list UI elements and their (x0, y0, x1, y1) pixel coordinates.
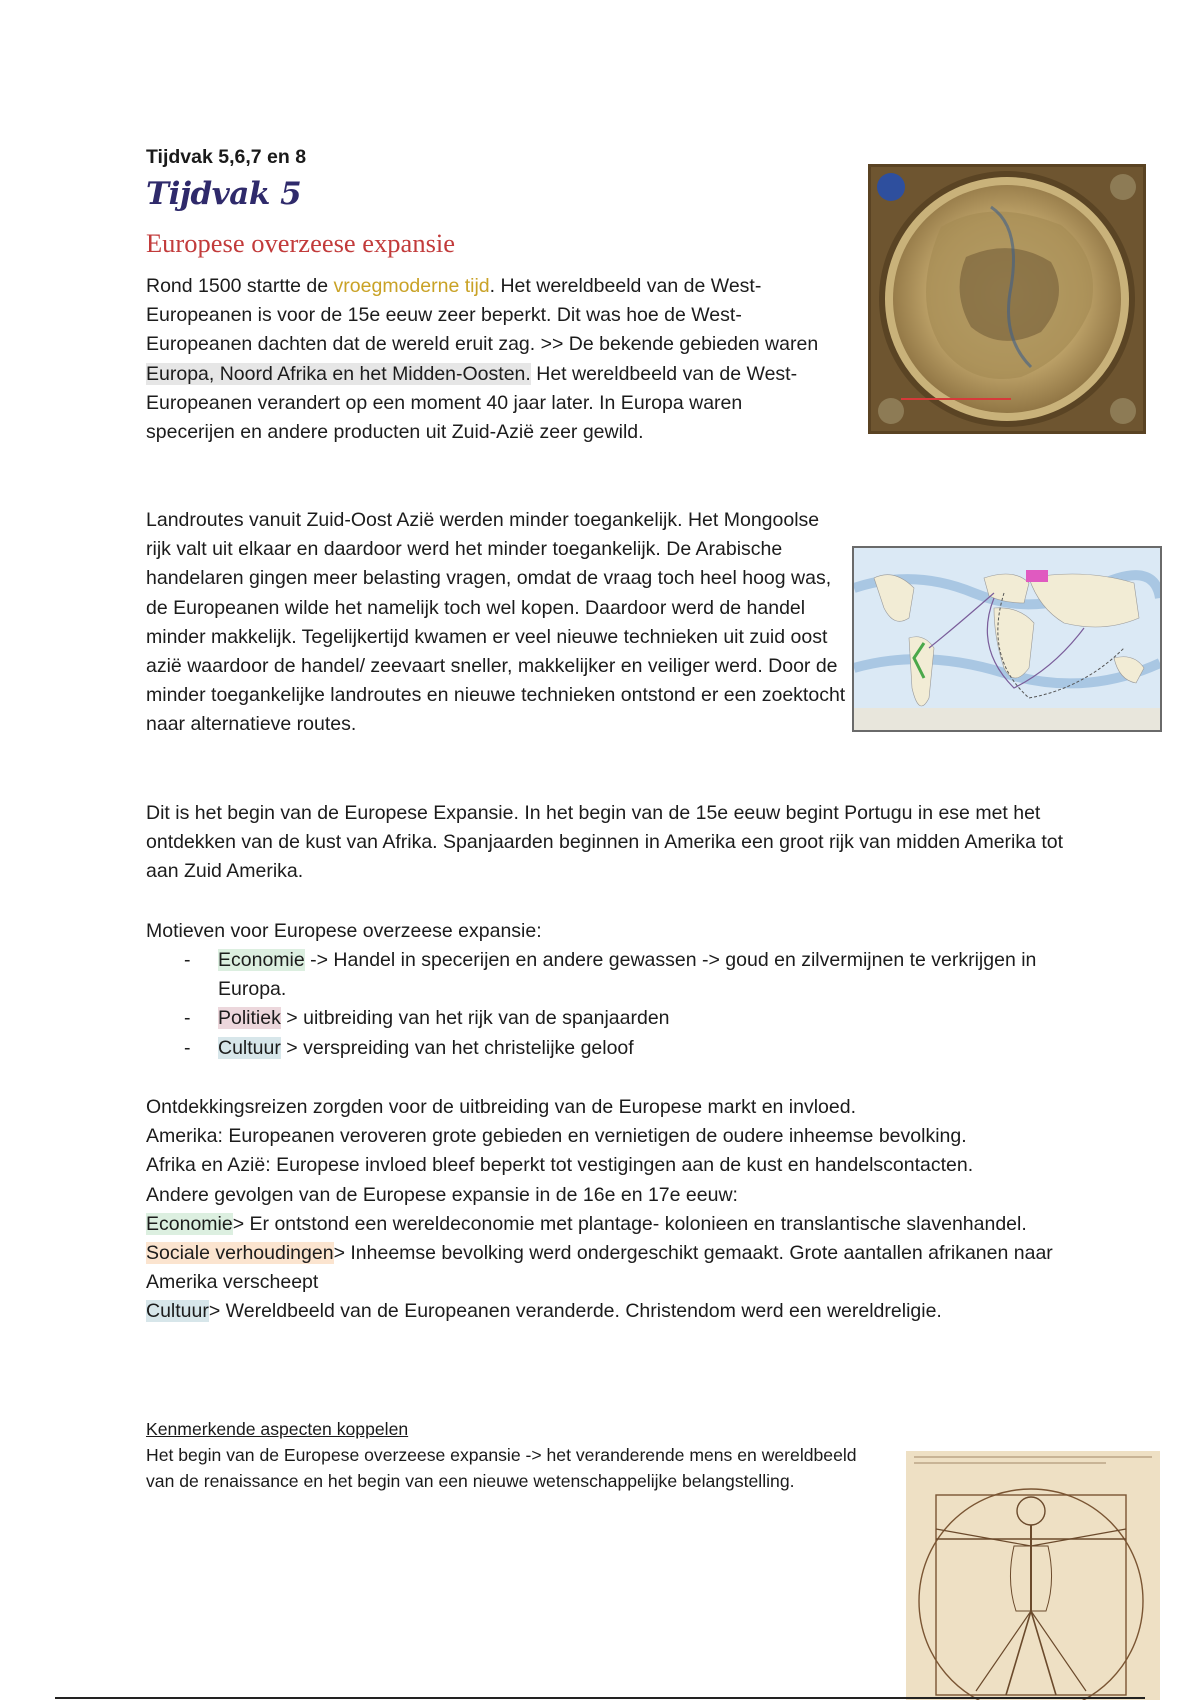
consequence-line: Amerika: Europeanen veroveren grote gebieden en vernietigen de oudere inheemse bevolking. (146, 1125, 967, 1148)
section-title: Europese overzeese expansie (146, 228, 456, 258)
motive-economy-label: Economie (218, 949, 305, 971)
consequence-social (146, 1239, 1076, 1297)
footer-divider (55, 1697, 1145, 1699)
world-map-drawing (871, 167, 1143, 431)
bullet-dash: - (184, 949, 191, 971)
highlight-known-regions: Europa, Noord Afrika en het Midden-Oosten. (146, 362, 531, 385)
consequence-economy (146, 1210, 1076, 1239)
text-run: Het wereldbeeld van de West-Europeanen verandert op een moment 40 jaar later. In Europa waren specerijen en andere producten uit Zuid-Azië zeer gewild. (146, 362, 798, 444)
consequence-line: Andere gevolgen van de Europese expansie in de 16e en 17e eeuw: (146, 1183, 738, 1206)
aspects-text: Het begin van de Europese overzeese expansie -> het veranderende mens en wereldbeeld van de renaissance en het begin van een nieuwe wetenschappelijke belangstelling. (146, 1445, 857, 1491)
document-heading: Tijdvak 5,6,7 en 8 (146, 146, 307, 168)
economy-text: > Er ontstond een wereldeconomie met plantage- kolonieen en translantische slavenhandel. (232, 1212, 1027, 1235)
aspects-heading: Kenmerkende aspecten koppelen (146, 1419, 409, 1439)
route-map-image (852, 546, 1162, 732)
consequences-block (146, 1093, 1076, 1327)
motive-politics-label: Politiek (218, 1007, 281, 1030)
route-map-drawing (854, 548, 1160, 730)
economy-label: Economie (146, 1212, 233, 1235)
bullet-dash: - (184, 1036, 191, 1059)
text-run: Rond 1500 startte de (146, 275, 334, 297)
paragraph-expansion-start: Dit is het begin van de Europese Expansie. In het begin van de 15e eeuw begint Portugu in ese met het ontdekken van de kust van Afrika. Spanjaarden beginnen in Amerika een groot rijk van midden Amerika tot aan Zuid Amerika. (146, 802, 1064, 883)
consequence-line: Ontdekkingsreizen zorgden voor de uitbreiding van de Europese markt en invloed. (146, 1096, 857, 1118)
culture-text: > Wereldbeeld van de Europeanen veranderde. Christendom werd een wereldreligie. (208, 1300, 942, 1323)
world-map-image (868, 164, 1146, 434)
bullet-dash: - (184, 1007, 191, 1030)
culture-label: Cultuur (146, 1300, 209, 1323)
list-item (146, 1034, 1076, 1063)
motives-heading: Motieven voor Europese overzeese expansie: (146, 920, 542, 942)
list-item (146, 1004, 1076, 1033)
social-label: Sociale verhoudingen (146, 1242, 334, 1265)
social-text: > Inheemse bevolking werd ondergeschikt gemaakt. Grote aantallen afrikanen naar Amerika verscheept (146, 1242, 1053, 1294)
paragraph-worldview (146, 272, 836, 447)
vitruvian-man-drawing (906, 1451, 1160, 1700)
list-item (146, 946, 1076, 1004)
motive-culture-text: > verspreiding van het christelijke geloof (280, 1036, 634, 1059)
motive-culture-label: Cultuur (218, 1036, 281, 1059)
motives-list (146, 946, 1076, 1063)
paragraph-land-routes: Landroutes vanuit Zuid-Oost Azië werden minder toegankelijk. Het Mongoolse rijk valt uit elkaar en daardoor werd het minder toegankelijk. De Arabische handelaren gingen meer belasting vragen, omdat de vraag toch heel hoog was, de Europeanen wilde het namelijk toch wel kopen. Daardoor werd de handel minder makkelijk. Tegelijkertijd kwamen er veel nieuwe technieken uit zuid oost azië waardoor de handel/ zeevaart sneller, makkelijker en veiliger werd. Door de minder toegankelijke landroutes en nieuwe technieken ontstond er een zoektocht naar alternatieve routes. (146, 509, 846, 736)
consequence-culture (146, 1297, 1076, 1326)
motive-economy-text: -> Handel in specerijen en andere gewassen -> goud en zilvermijnen te verkrijgen in Europa. (218, 949, 1037, 1001)
text-run: . Het wereldbeeld van de West-Europeanen is voor de 15e eeuw zeer beperkt. Dit was hoe de West-Europeanen dachten dat de wereld eruit zag. >> De bekende gebieden waren (146, 275, 819, 356)
page-title: Tijdvak 5 (146, 176, 302, 212)
consequence-line: Afrika en Azië: Europese invloed bleef beperkt tot vestigingen aan de kust en handelscontacten. (146, 1154, 974, 1177)
highlight-early-modern: vroegmoderne tijd (333, 275, 490, 297)
vitruvian-man-image (906, 1451, 1160, 1700)
motive-politics-text: > uitbreiding van het rijk van de spanjaarden (280, 1007, 670, 1030)
